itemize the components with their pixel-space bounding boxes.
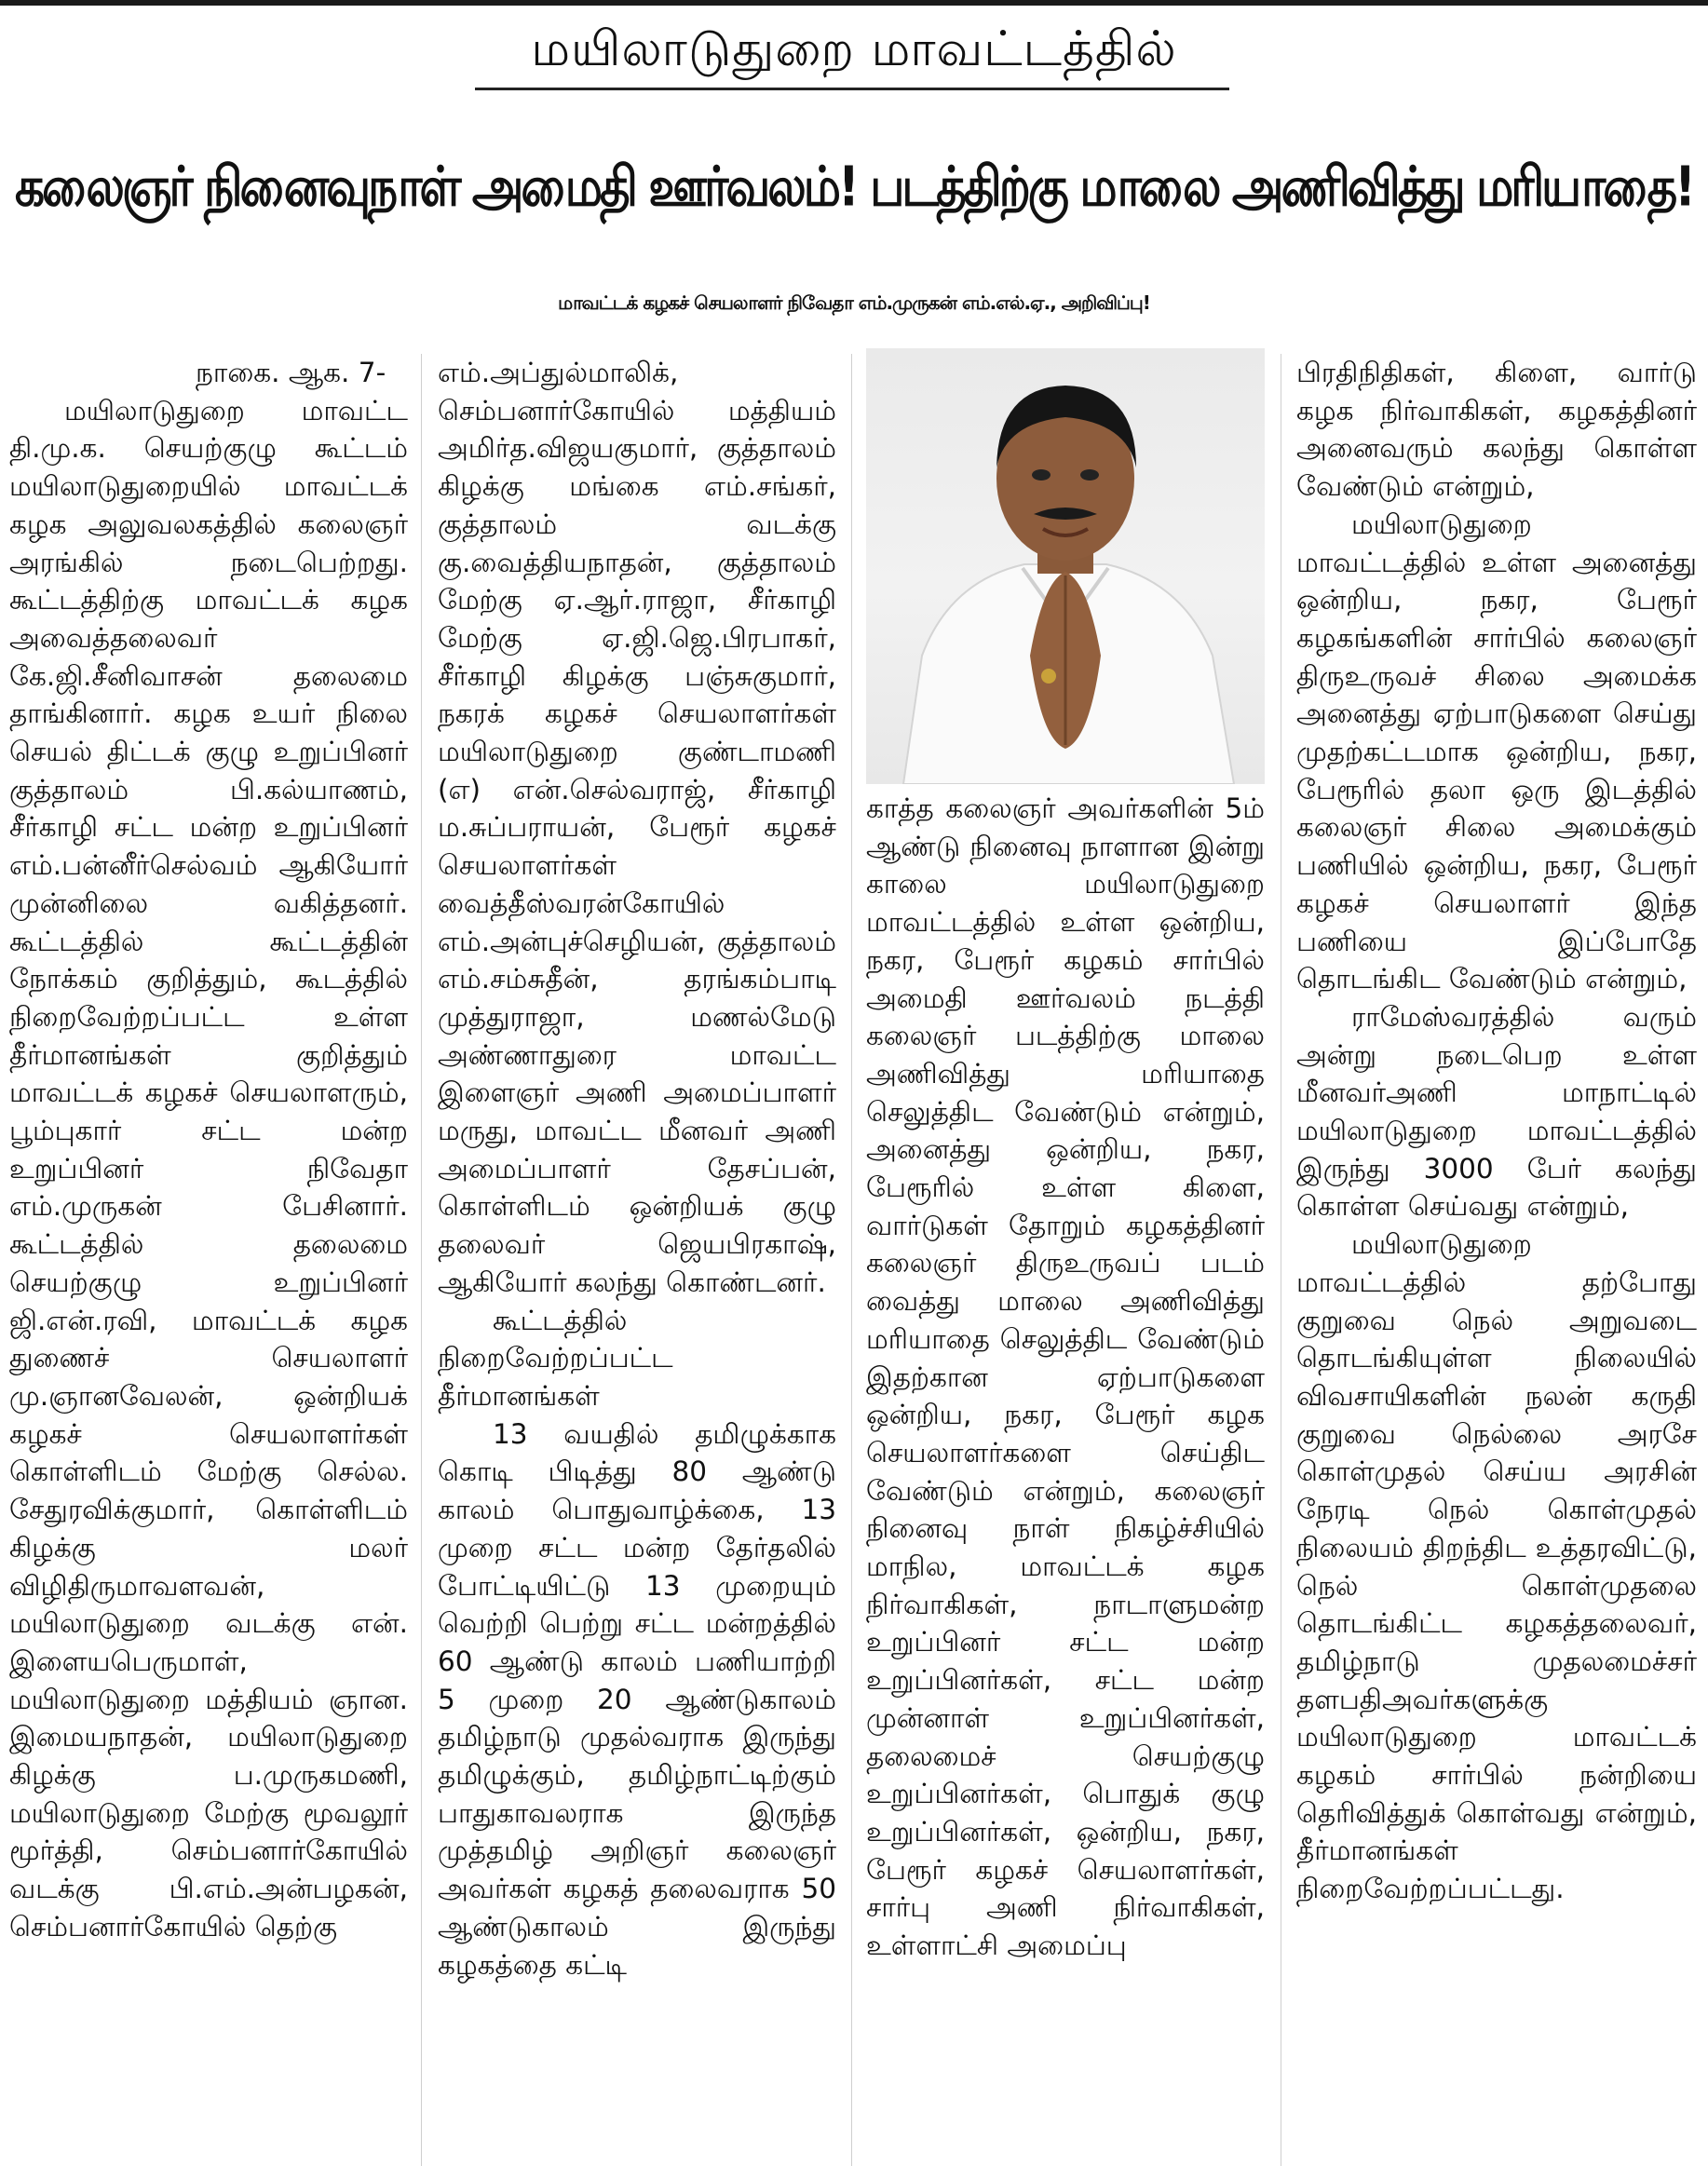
article-column-2	[438, 354, 836, 2166]
column-1-text: மயிலாடுதுறை மாவட்ட தி.மு.க. செயற்குழு கூட்டம் மயிலாடுதுறையில் மாவட்டக் கழக அலுவலகத்தில் கலைஞர் அரங்கில் நடைபெற்றது. கூட்டத்திற்கு மாவட்டக் கழக அவைத்தலைவர் கே.ஜி.சீனிவாசன் தலைமை தாங்கினார். கழக உயர் நிலை செயல் திட்டக் குழு உறுப்பினர் குத்தாலம் பி.கல்யாணம், சீர்காழி சட்ட மன்ற உறுப்பினர் எம்.பன்னீர்செல்வம் ஆகியோர் முன்னிலை வகித்தனர். கூட்டத்தில் கூட்டத்தின் நோக்கம் குறித்தும், கூடத்தில் நிறைவேற்றப்பட்ட உள்ள தீர்மானங்கள் குறித்தும் மாவட்டக் கழகச் செயலாளரும், பூம்புகார் சட்ட மன்ற உறுப்பினர் நிவேதா எம்.முருகன் பேசினார். கூட்டத்தில் தலைமை செயற்குழு உறுப்பினர் ஜி.என்.ரவி, மாவட்டக் கழக துணைச் செயலாளர் மு.ஞானவேலன், ஒன்றியக் கழகச் செயலாளர்கள் கொள்ளிடம் மேற்கு செல்ல. சேதுரவிக்குமார், கொள்ளிடம் கிழக்கு மலர் விழிதிருமாவளவன், மயிலாடுதுறை வடக்கு என். இளையபெருமாள், மயிலாடுதுறை மத்தியம் ஞான. இமையநாதன், மயிலாடுதுறை கிழக்கு ப.முருகமணி, மயிலாடுதுறை மேற்கு மூவலூர் மூர்த்தி, செம்பனார்கோயில் வடக்கு பி.எம்.அன்பழகன், செம்பனார்கோயில் தெற்கு	[9, 394, 408, 1943]
kicker-heading: மயிலாடுதுறை மாவட்டத்தில்	[531, 21, 1177, 77]
headline: கலைஞர் நினைவுநாள் அமைதி ஊர்வலம்! படத்திற்கு மாலை அணிவித்து மரியாதை!	[15, 155, 1693, 219]
column-4-paragraph-4: மயிலாடுதுறை மாவட்டத்தில் தற்போது குறுவை நெல் அறுவடை தொடங்கியுள்ள நிலையில் விவசாயிகளின் நலன் கருதி குறுவை நெல்லை அரசே கொள்முதல் செய்ய அரசின் நேரடி நெல் கொள்முதல் நிலையம் திறந்திட உத்தரவிட்டு, நெல் கொள்முதலை தொடங்கிட்ட கழகத்தலைவர், தமிழ்நாடு முதலமைச்சர் தளபதிஅவர்களுக்கு மயிலாடுதுறை மாவட்டக் கழகம் சார்பில் நன்றியை தெரிவித்துக் கொள்வது என்றும், தீர்மானங்கள் நிறைவேற்றப்பட்டது.	[1296, 1228, 1697, 1905]
portrait-man-folded-hands-icon	[866, 348, 1265, 784]
dateline: நாகை. ஆக. 7-	[196, 357, 386, 388]
column-3-text: காத்த கலைஞர் அவர்களின் 5ம் ஆண்டு நினைவு நாளான இன்று காலை மயிலாடுதுறை மாவட்டத்தில் உள்ள ஒன்றிய, நகர, பேரூர் கழகம் சார்பில் அமைதி ஊர்வலம் நடத்தி கலைஞர் படத்திற்கு மாலை அணிவித்து மரியாதை செலுத்திட வேண்டும் என்றும், அனைத்து ஒன்றிய, நகர, பேரூரில் உள்ள கிளை, வார்டுகள் தோறும் கழகத்தினர் கலைஞர் திருஉருவப் படம் வைத்து மாலை அணிவித்து மரியாதை செலுத்திட வேண்டும் இதற்கான ஏற்பாடுகளை ஒன்றிய, நகர, பேரூர் கழக செயலாளர்களை செய்திட வேண்டும் என்றும், கலைஞர் நினைவு நாள் நிகழ்ச்சியில் மாநில, மாவட்டக் கழக நிர்வாகிகள், நாடாளுமன்ற உறுப்பினர் சட்ட மன்ற உறுப்பினர்கள், சட்ட மன்ற முன்னாள் உறுப்பினர்கள், தலைமைச் செயற்குழு உறுப்பினர்கள், பொதுக் குழு உறுப்பினர்கள், ஒன்றிய, நகர, பேரூர் கழகச் செயலாளர்கள், சார்பு அணி நிர்வாகிகள், உள்ளாட்சி அமைப்பு	[866, 792, 1265, 1962]
column-4-paragraph-3: ராமேஸ்வரத்தில் வரும் அன்று நடைபெற உள்ள மீனவர்அணி மாநாட்டில் மயிலாடுதுறை மாவட்டத்தில் இருந்து 3000 பேர் கலந்து கொள்ள செய்வது என்றும்,	[1296, 1000, 1697, 1223]
subheadline: மாவட்டக் கழகச் செயலாளர் நிவேதா எம்.முருகன் எம்.எல்.ஏ., அறிவிப்பு!	[558, 291, 1150, 314]
column-2-paragraph-1: எம்.அப்துல்மாலிக், செம்பனார்கோயில் மத்தியம் அமிர்த.விஜயகுமார், குத்தாலம் கிழக்கு மங்கை எம்.சங்கர், குத்தாலம் வடக்கு கு.வைத்தியநாதன், குத்தாலம் மேற்கு ஏ.ஆர்.ராஜா, சீர்காழி மேற்கு ஏ.ஜி.ஜெ.பிரபாகர், சீர்காழி கிழக்கு பஞ்சுகுமார், நகரக் கழகச் செயலாளர்கள் மயிலாடுதுறை குண்டாமணி (எ) என்.செல்வராஜ், சீர்காழி ம.சுப்பராயன், பேரூர் கழகச் செயலாளர்கள் வைத்தீஸ்வரன்கோயில் எம்.அன்புச்செழியன், குத்தாலம் எம்.சம்சுதீன், தரங்கம்பாடி முத்துராஜா, மணல்மேடு அண்ணாதுரை மாவட்ட இளைஞர் அணி அமைப்பாளர் மருது, மாவட்ட மீனவர் அணி அமைப்பாளர் தேசப்பன், கொள்ளிடம் ஒன்றியக் குழு தலைவர் ஜெயபிரகாஷ், ஆகியோர் கலந்து கொண்டனர்.	[438, 357, 836, 1298]
resolutions-subheading: கூட்டத்தில் நிறைவேற்றப்பட்ட தீர்மானங்கள்	[438, 1304, 673, 1412]
portrait-photo	[866, 348, 1265, 784]
column-4-paragraph-1: பிரதிநிதிகள், கிளை, வார்டு கழக நிர்வாகிகள், கழகத்தினர் அனைவரும் கலந்து கொள்ள வேண்டும் என்றும்,	[1296, 357, 1697, 503]
article-column-1	[9, 354, 408, 2166]
column-2-paragraph-3: 13 வயதில் தமிழுக்காக கொடி பிடித்து 80 ஆண்டு காலம் பொதுவாழ்க்கை, 13 முறை சட்ட மன்ற தேர்தலில் போட்டியிட்டு 13 முறையும் வெற்றி பெற்று சட்ட மன்றத்தில் 60 ஆண்டு காலம் பணியாற்றி 5 முறை 20 ஆண்டுகாலம் தமிழ்நாடு முதல்வராக இருந்து தமிழுக்கும், தமிழ்நாட்டிற்கும் பாதுகாவலராக இருந்த முத்தமிழ் அறிஞர் கலைஞர் அவர்கள் கழகத் தலைவராக 50 ஆண்டுகாலம் இருந்து கழகத்தை கட்டி	[438, 1417, 836, 1981]
article-column-3	[866, 790, 1265, 2166]
article-column-4	[1296, 354, 1697, 2166]
top-rule	[0, 0, 1708, 6]
column-4-paragraph-2: மயிலாடுதுறை மாவட்டத்தில் உள்ள அனைத்து ஒன்றிய, நகர, பேரூர் கழகங்களின் சார்பில் கலைஞர் திருஉருவச் சிலை அமைக்க அனைத்து ஏற்பாடுகளை செய்து முதற்கட்டமாக ஒன்றிய, நகர, பேரூரில் தலா ஒரு இடத்தில் கலைஞர் சிலை அமைக்கும் பணியில் ஒன்றிய, நகர, பேரூர் கழகச் செயலாளர் இந்த பணியை இப்போதே தொடங்கிட வேண்டும் என்றும்,	[1296, 508, 1697, 995]
column-gutter-2	[851, 354, 852, 2166]
column-gutter-1	[421, 354, 422, 2166]
kicker-underline	[475, 88, 1229, 90]
